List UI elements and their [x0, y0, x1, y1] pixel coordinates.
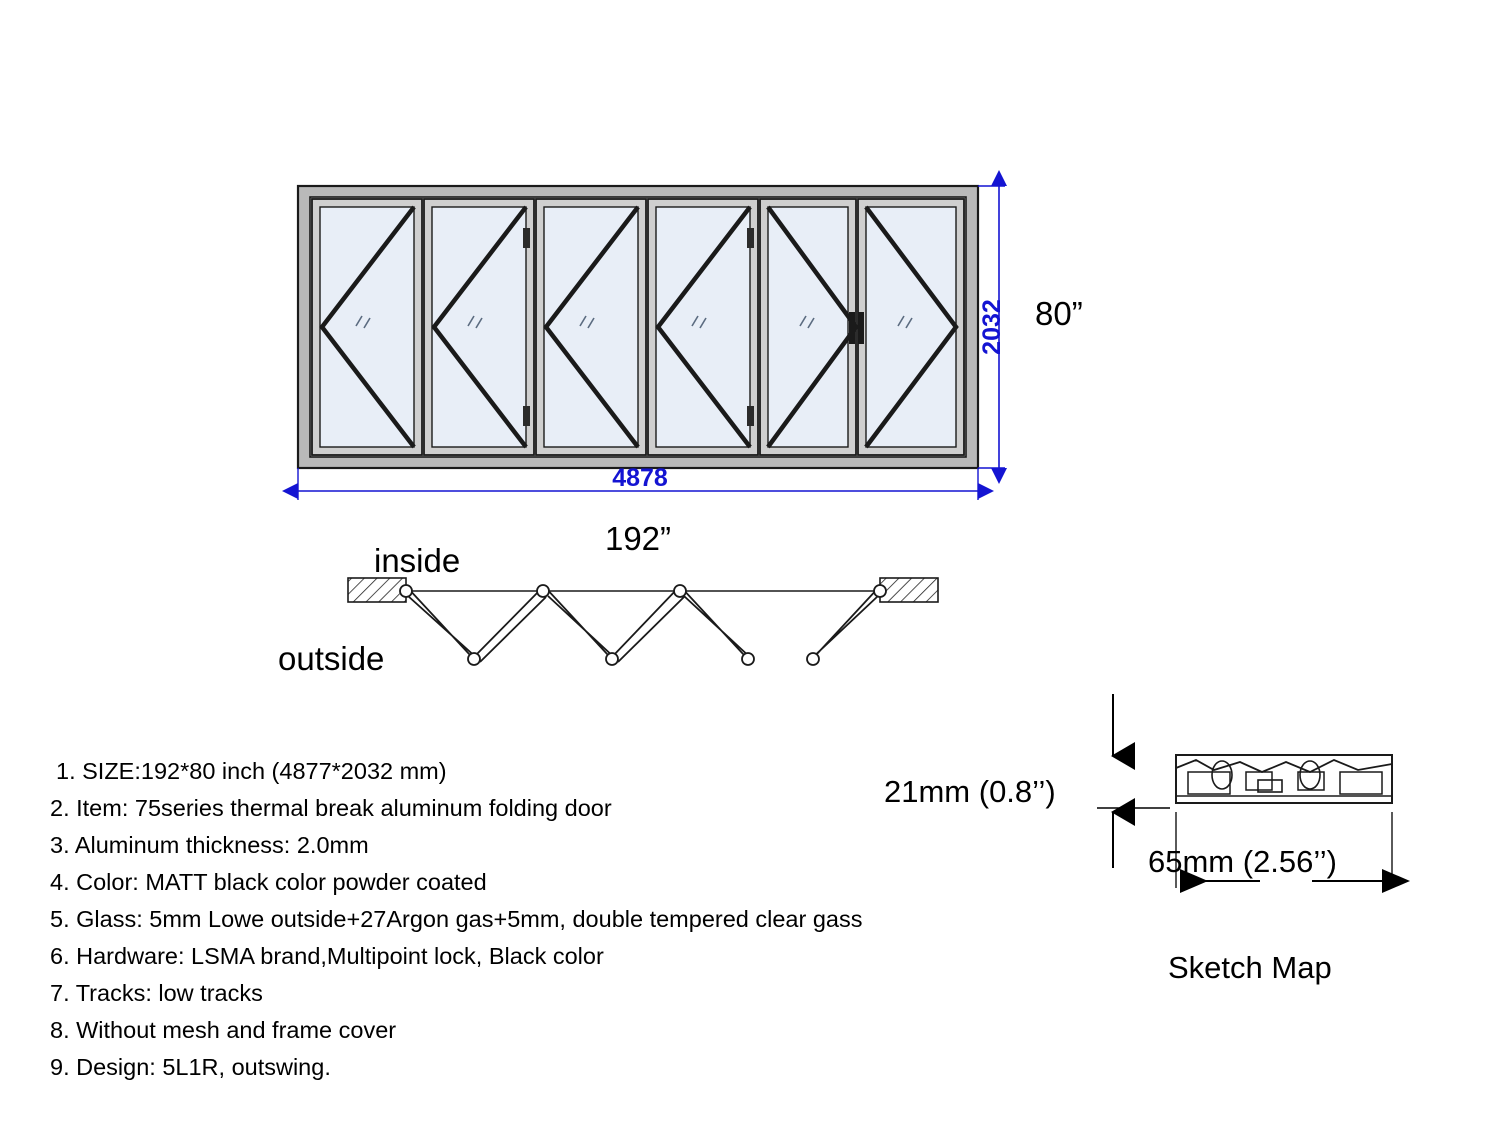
profile-depth-label: 21mm (0.8’’)	[884, 774, 1056, 809]
height-inch-label: 80”	[1035, 295, 1083, 332]
inside-label: inside	[374, 542, 461, 579]
outside-label: outside	[278, 640, 385, 677]
spec-line-6: 6. Hardware: LSMA brand,Multipoint lock, Black color	[50, 943, 604, 969]
height-mm-label: 2032	[978, 299, 1006, 355]
spec-line-4: 4. Color: MATT black color powder coated	[50, 869, 487, 895]
spec-line-9: 9. Design: 5L1R, outswing.	[50, 1054, 331, 1080]
spec-line-3: 3. Aluminum thickness: 2.0mm	[50, 832, 369, 858]
profile-width-label: 65mm (2.56’’)	[1148, 844, 1337, 879]
spec-line-5: 5. Glass: 5mm Lowe outside+27Argon gas+5mm, double tempered clear gass	[50, 906, 863, 932]
width-mm-label: 4878	[612, 464, 668, 492]
spec-line-8: 8. Without mesh and frame cover	[50, 1017, 397, 1043]
width-inch-label: 192”	[604, 520, 672, 557]
spec-line-2: 2. Item: 75series thermal break aluminum folding door	[50, 795, 612, 821]
sketch-map-caption: Sketch Map	[1168, 950, 1332, 985]
spec-line-7: 7. Tracks: low tracks	[50, 980, 263, 1006]
spec-line-1: 1. SIZE:192*80 inch (4877*2032 mm)	[56, 758, 447, 784]
